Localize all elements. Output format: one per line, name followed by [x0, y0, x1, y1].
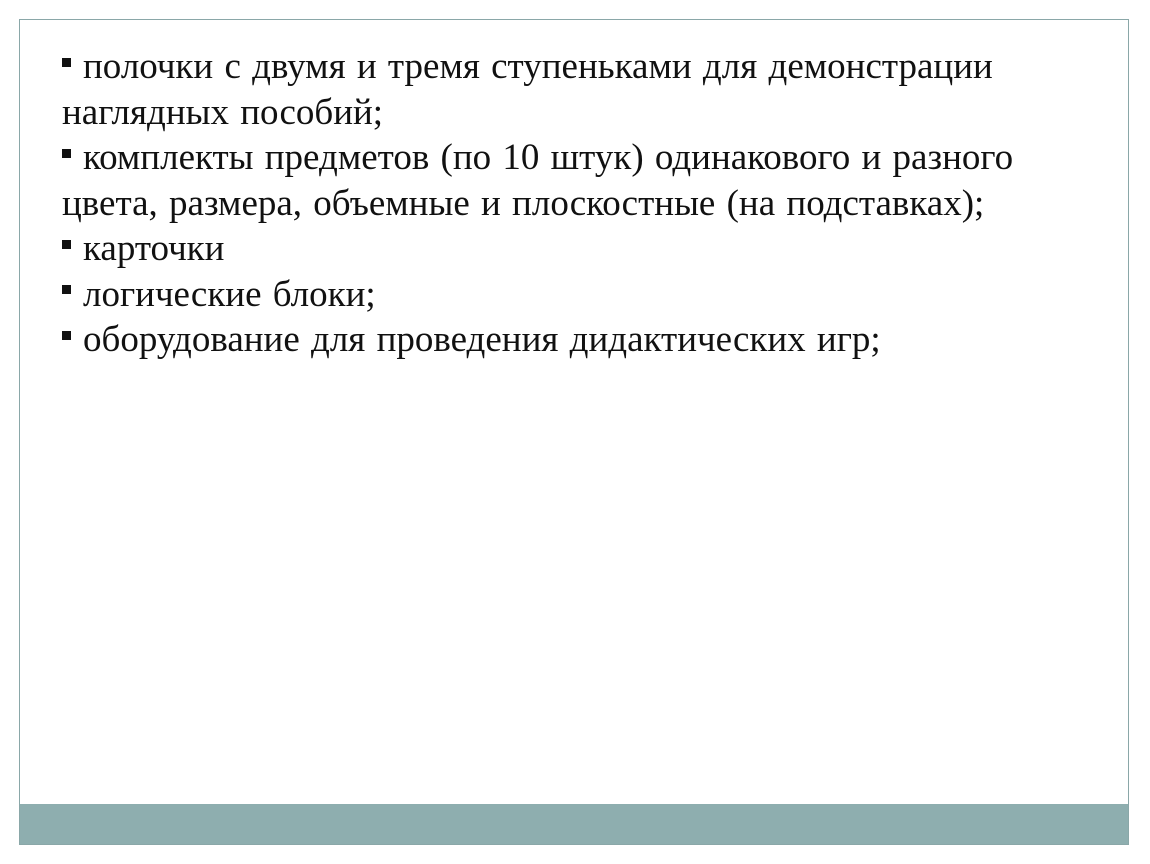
list-item-text: комплекты предметов (по 10 штук) одинакового и разного цвета, размера, объемные и плоскостные (на подставках);: [62, 137, 1014, 224]
square-bullet-icon: [62, 285, 71, 294]
list-item-text: полочки с двумя и тремя ступеньками для демонстрации наглядных пособий;: [62, 46, 993, 133]
list-item: [62, 272, 1082, 318]
list-item-text: карточки: [83, 228, 225, 269]
square-bullet-icon: [62, 240, 71, 249]
list-item: [62, 317, 1082, 363]
square-bullet-icon: [62, 331, 71, 340]
square-bullet-icon: [62, 149, 71, 158]
slide-frame: [19, 19, 1129, 845]
bullet-list: [62, 44, 1082, 363]
footer-band: [20, 804, 1128, 844]
list-item-text: логические блоки;: [83, 273, 376, 315]
list-item: [62, 44, 1082, 135]
list-item-text: оборудование для проведения дидактических игр;: [83, 319, 881, 360]
list-item: [62, 226, 1082, 272]
list-item: [62, 135, 1082, 226]
square-bullet-icon: [62, 58, 71, 67]
